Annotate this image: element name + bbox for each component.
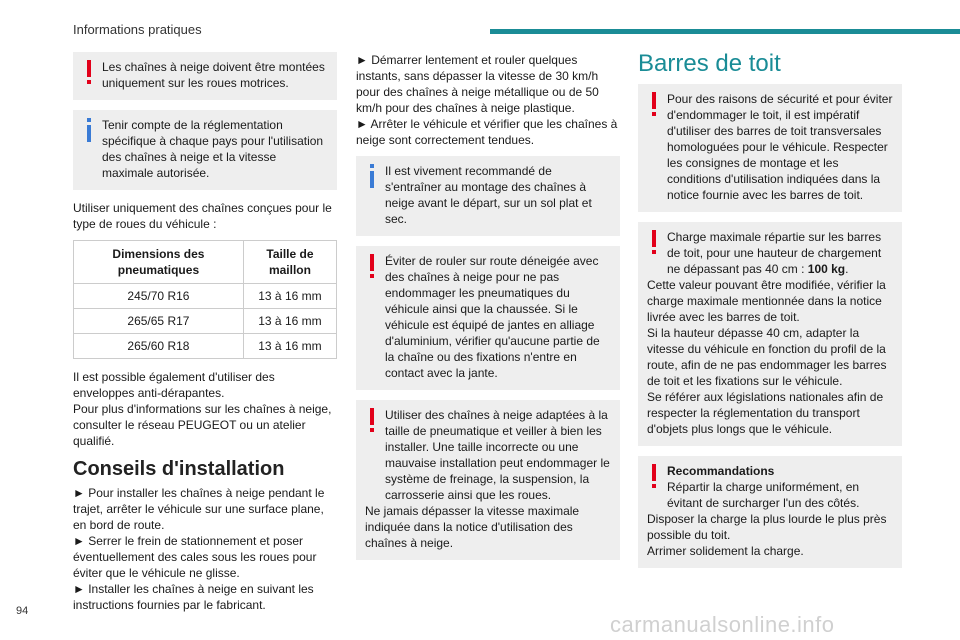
warning-box bbox=[638, 456, 902, 568]
table-cell: 13 à 16 mm bbox=[243, 309, 336, 334]
warning-text: Éviter de rouler sur route déneigée avec des chaînes à neige pour ne pas endommager les pneumatiques du véhicule ainsi que la chaussée. Si le véhicule est équipé de jantes en alliage d'aluminium, vérifier qu'aucune partie de la chaîne ou des fixations n'entre en contact avec la jante. bbox=[385, 254, 600, 380]
box-title: Recommandations bbox=[667, 464, 775, 478]
header-accent-bar bbox=[490, 29, 960, 34]
warning-box bbox=[638, 222, 902, 446]
table-cell: 13 à 16 mm bbox=[243, 284, 336, 309]
warning-box bbox=[73, 52, 337, 100]
warning-icon bbox=[370, 408, 374, 432]
section-title: Barres de toit bbox=[638, 50, 781, 77]
warning-icon bbox=[652, 230, 656, 254]
step: ► Installer les chaînes à neige en suivant les instructions fournies par le fabricant. bbox=[73, 582, 314, 612]
info-icon bbox=[370, 164, 374, 188]
info-text: Tenir compte de la réglementation spécifique à chaque pays pour l'utilisation des chaînes à neige et la vitesse maximale autorisée. bbox=[102, 118, 324, 180]
warning-text: Pour des raisons de sécurité et pour éviter d'endommager le toit, il est impératif d'utiliser des barres de toit transversales homologuées pour le véhicule. Respecter les consignes de montage et les conditions d'utilisation indiquées dans la notice fournie avec les barres de toit. bbox=[667, 92, 893, 202]
table-cell: 13 à 16 mm bbox=[243, 334, 336, 359]
chain-size-table bbox=[73, 240, 337, 359]
page-number: 94 bbox=[16, 605, 29, 617]
section-title: Conseils d'installation bbox=[73, 458, 285, 480]
warning-text: Se référer aux législations nationales afin de respecter la réglementation du transport d'objets plus longs que le véhicule. bbox=[647, 390, 884, 436]
step: ► Serrer le frein de stationnement et poser éventuellement des cales sous les roues pour éviter que le véhicule ne glisse. bbox=[73, 534, 317, 580]
page-header-title: Informations pratiques bbox=[73, 22, 202, 37]
max-load-value: 100 kg bbox=[807, 262, 846, 276]
warning-text: Ne jamais dépasser la vitesse maximale indiquée dans la notice d'utilisation des chaînes à neige. bbox=[365, 504, 580, 550]
table-header-row bbox=[74, 241, 337, 284]
warning-icon bbox=[652, 92, 656, 116]
warning-text: Charge maximale répartie sur les barres de toit, pour une hauteur de chargement ne dépassant pas 40 cm : 100 kg. bbox=[667, 230, 882, 276]
warning-box bbox=[356, 400, 620, 560]
warning-text: Arrimer solidement la charge. bbox=[647, 544, 804, 558]
info-box bbox=[73, 110, 337, 190]
table-cell: 245/70 R16 bbox=[74, 284, 244, 309]
warning-icon bbox=[652, 464, 656, 488]
table-row bbox=[74, 284, 337, 309]
warning-icon bbox=[370, 254, 374, 278]
paragraph: Il est possible également d'utiliser des enveloppes anti-dérapantes. bbox=[73, 370, 275, 400]
paragraph: Utiliser uniquement des chaînes conçues pour le type de roues du véhicule : bbox=[73, 201, 332, 231]
paragraph: Pour plus d'informations sur les chaînes à neige, consulter le réseau PEUGEOT ou un atelier qualifié. bbox=[73, 402, 332, 448]
watermark: carmanualsonline.info bbox=[610, 612, 835, 637]
warning-icon bbox=[87, 60, 91, 84]
table-header: Taille de maillon bbox=[243, 241, 336, 284]
table-cell: 265/60 R18 bbox=[74, 334, 244, 359]
warning-text: Si la hauteur dépasse 40 cm, adapter la vitesse du véhicule en fonction du profil de la route, afin de ne pas endommager les barres de toit et les fixations sur le véhicule. bbox=[647, 326, 887, 388]
load-text: Charge maximale répartie sur les barres de toit, pour une hauteur de chargement ne dépassant pas 40 cm : bbox=[667, 230, 882, 276]
column-1 bbox=[73, 52, 337, 621]
warning-text: Cette valeur pouvant être modifiée, vérifier la charge maximale mentionnée dans la notice livrée avec les barres de toit. bbox=[647, 278, 886, 324]
warning-text: Répartir la charge uniformément, en évitant de surcharger l'un des côtés. bbox=[667, 480, 860, 510]
step: ► Pour installer les chaînes à neige pendant le trajet, arrêter le véhicule sur une surface plane, en bord de route. bbox=[73, 486, 325, 532]
info-box bbox=[356, 156, 620, 236]
warning-box bbox=[638, 84, 902, 212]
step: ► Démarrer lentement et rouler quelques instants, sans dépasser la vitesse de 30 km/h pour des chaînes à neige métallique ou de 50 km/h pour des chaînes à neige plastique. bbox=[356, 53, 599, 115]
info-text: Il est vivement recommandé de s'entraîner au montage des chaînes à neige avant le départ, sur un sol plat et sec. bbox=[385, 164, 592, 226]
warning-text: Disposer la charge la plus lourde le plus près possible du toit. bbox=[647, 512, 887, 542]
info-icon bbox=[87, 118, 91, 142]
warning-text: Les chaînes à neige doivent être montées uniquement sur les roues motrices. bbox=[102, 60, 325, 90]
warning-text: Utiliser des chaînes à neige adaptées à la taille de pneumatique et veiller à bien les installer. Une taille incorrecte ou une mauvaise installation peut endommager le système de freinage, la suspension, la carrosserie ainsi que les roues. bbox=[385, 408, 610, 502]
step: ► Arrêter le véhicule et vérifier que les chaînes à neige sont correctement tendues. bbox=[356, 117, 618, 147]
table-cell: 265/65 R17 bbox=[74, 309, 244, 334]
table-row bbox=[74, 334, 337, 359]
column-3 bbox=[638, 52, 902, 578]
table-row bbox=[74, 309, 337, 334]
table-header: Dimensions des pneumatiques bbox=[74, 241, 244, 284]
column-2 bbox=[356, 52, 620, 570]
warning-box bbox=[356, 246, 620, 390]
